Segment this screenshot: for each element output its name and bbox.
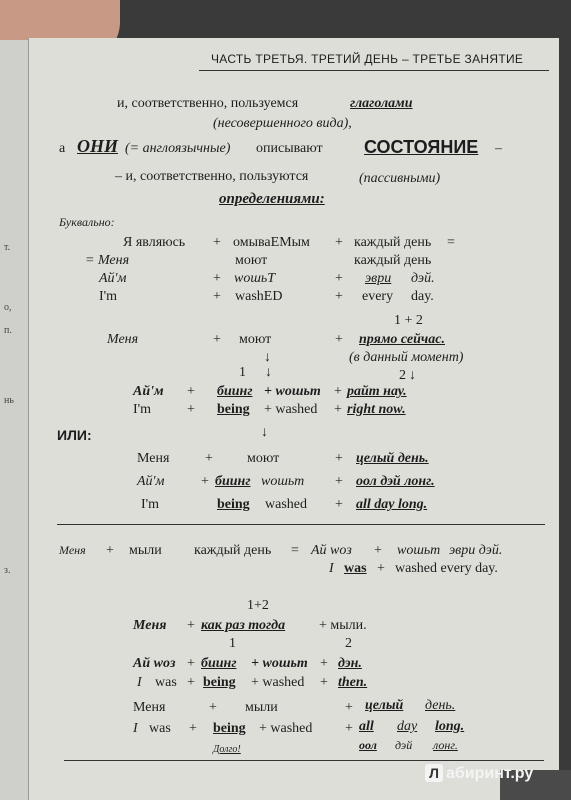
step-number: 1+2	[247, 598, 269, 613]
word: I	[133, 721, 138, 736]
word: Ай'м	[99, 271, 127, 286]
watermark-text: абиринт.ру	[446, 765, 534, 782]
plus: +	[334, 384, 342, 399]
plus: +	[187, 384, 195, 399]
word: wошьT	[234, 271, 276, 286]
word: биинг	[215, 474, 251, 489]
word: как раз тогда	[201, 618, 286, 633]
word: I'm	[133, 402, 152, 417]
word: Я являюсь	[123, 235, 186, 250]
word: every	[362, 289, 394, 304]
running-header: ЧАСТЬ ТРЕТЬЯ. ТРЕТИЙ ДЕНЬ – ТРЕТЬЕ ЗАНЯТИЕ	[211, 52, 524, 66]
plus: +	[213, 332, 221, 347]
word: Меня	[59, 543, 86, 557]
word: целый день.	[356, 451, 429, 466]
arrow: ↓	[409, 368, 416, 383]
word: дэй	[395, 738, 413, 752]
word: Ай woз	[311, 543, 352, 558]
plus: +	[335, 271, 343, 286]
word: лонг.	[433, 738, 458, 752]
intro-text: (пассивными)	[359, 171, 441, 186]
word: was	[155, 675, 177, 690]
word: + мыли.	[319, 618, 367, 633]
plus: +	[334, 402, 342, 417]
word: каждый день	[354, 235, 432, 250]
step-number: 1	[229, 636, 236, 651]
left-margin-text: о,	[4, 302, 12, 313]
word: Меня	[107, 332, 139, 347]
word: целый	[365, 698, 404, 713]
word: прямо сейчас.	[359, 332, 445, 347]
bottom-rule	[64, 760, 544, 761]
word: дэй.	[411, 271, 435, 286]
word: + wошьт	[264, 384, 321, 399]
intro-text: (= англоязычные)	[125, 141, 231, 156]
word: washED	[235, 289, 283, 304]
word: моют	[247, 451, 280, 466]
arrow: ↓	[261, 425, 268, 440]
section-rule	[57, 524, 545, 525]
word: being	[217, 402, 250, 417]
word: Меня	[137, 451, 170, 466]
word: washed every day.	[395, 561, 498, 576]
left-margin-text: т.	[4, 242, 11, 253]
or-label: ИЛИ:	[57, 427, 92, 443]
plus: +	[213, 235, 221, 250]
word: Меня	[133, 700, 166, 715]
plus: +	[335, 497, 343, 512]
intro-text: описывают	[256, 141, 323, 156]
word: + washed	[264, 402, 318, 417]
intro-text: – и, соответственно, пользуются	[115, 169, 309, 184]
word: + wошьт	[251, 656, 308, 671]
word: was	[149, 721, 171, 736]
word: + washed	[259, 721, 313, 736]
word: I	[329, 561, 334, 576]
watermark	[425, 764, 533, 783]
word: мыли	[245, 700, 278, 715]
plus: +	[106, 543, 114, 558]
word: райт нау.	[347, 384, 407, 399]
intro-text: а	[59, 141, 66, 156]
plus: +	[335, 474, 343, 489]
plus: +	[345, 721, 353, 736]
intro-emphasis: определениями:	[219, 191, 325, 207]
long-note: Долго!	[213, 744, 241, 755]
plus: +	[345, 700, 353, 715]
plus: +	[320, 675, 328, 690]
word: моют	[239, 332, 272, 347]
plus: +	[201, 474, 209, 489]
word: Ай woз	[133, 656, 176, 671]
intro-emphasis: глаголами	[350, 96, 413, 111]
plus: +	[320, 656, 328, 671]
intro-emphasis: СОСТОЯНИЕ	[364, 137, 479, 157]
word: being	[203, 675, 236, 690]
word: моют	[235, 253, 268, 268]
left-margin-text: нь	[4, 395, 14, 406]
word: каждый день	[354, 253, 432, 268]
step-number: 1 + 2	[394, 313, 423, 328]
intro-emphasis: ОНИ	[77, 136, 119, 156]
word: биинг	[217, 384, 253, 399]
word: day.	[411, 289, 434, 304]
word: + washed	[251, 675, 305, 690]
word: long.	[435, 719, 465, 734]
plus: +	[374, 543, 382, 558]
plus: +	[335, 332, 343, 347]
plus: +	[335, 289, 343, 304]
word: биинг	[201, 656, 237, 671]
word: all day long.	[356, 497, 428, 512]
header-rule	[199, 70, 549, 71]
word: каждый день	[194, 543, 272, 558]
plus: +	[213, 289, 221, 304]
labirint-logo-icon: Л	[425, 764, 443, 782]
word: эври дэй.	[449, 543, 503, 558]
word: = Меня	[85, 253, 130, 268]
plus: +	[335, 451, 343, 466]
word: Ай'м	[133, 384, 164, 399]
word: right now.	[347, 402, 406, 417]
word: (в данный момент)	[349, 350, 464, 365]
plus: +	[209, 700, 217, 715]
step-number: 2	[345, 636, 352, 651]
plus: +	[335, 235, 343, 250]
word: эври	[365, 271, 392, 286]
intro-text: (несовершенного вида),	[213, 116, 352, 131]
arrow: ↓	[265, 365, 272, 380]
word: I	[137, 675, 142, 690]
word: Ай'м	[137, 474, 165, 489]
word: оол	[359, 738, 377, 752]
word: омываEMым	[233, 235, 310, 250]
plus: +	[187, 675, 195, 690]
word: being	[213, 721, 246, 736]
word: wошьт	[397, 543, 441, 558]
word: день.	[425, 698, 456, 713]
word: all	[359, 719, 374, 734]
equals: =	[447, 235, 455, 250]
step-number: 1	[239, 365, 246, 380]
plus: +	[205, 451, 213, 466]
left-page-edge	[0, 40, 30, 800]
plus: +	[187, 402, 195, 417]
plus: +	[213, 271, 221, 286]
step-number: 2	[399, 368, 406, 383]
word: I'm	[141, 497, 160, 512]
word: I'm	[99, 289, 118, 304]
plus: +	[187, 618, 195, 633]
intro-text: –	[495, 141, 502, 156]
equals: =	[291, 543, 299, 558]
word: was	[344, 561, 367, 576]
word: being	[217, 497, 250, 512]
word: washed	[265, 497, 307, 512]
literal-label: Буквально:	[59, 215, 115, 229]
intro-text: и, соответственно, пользуемся	[117, 96, 299, 111]
word: Меня	[133, 618, 167, 633]
word: оол дэй лонг.	[356, 474, 435, 489]
word: wошьт	[261, 474, 305, 489]
plus: +	[189, 721, 197, 736]
plus: +	[377, 561, 385, 576]
arrow: ↓	[264, 350, 271, 365]
word: day	[397, 719, 418, 734]
book-page	[28, 38, 559, 800]
left-margin-text: з.	[4, 565, 11, 576]
plus: +	[187, 656, 195, 671]
left-margin-text: п.	[4, 325, 12, 336]
word: дэн.	[338, 656, 362, 671]
word: мыли	[129, 543, 162, 558]
word: then.	[338, 675, 368, 690]
